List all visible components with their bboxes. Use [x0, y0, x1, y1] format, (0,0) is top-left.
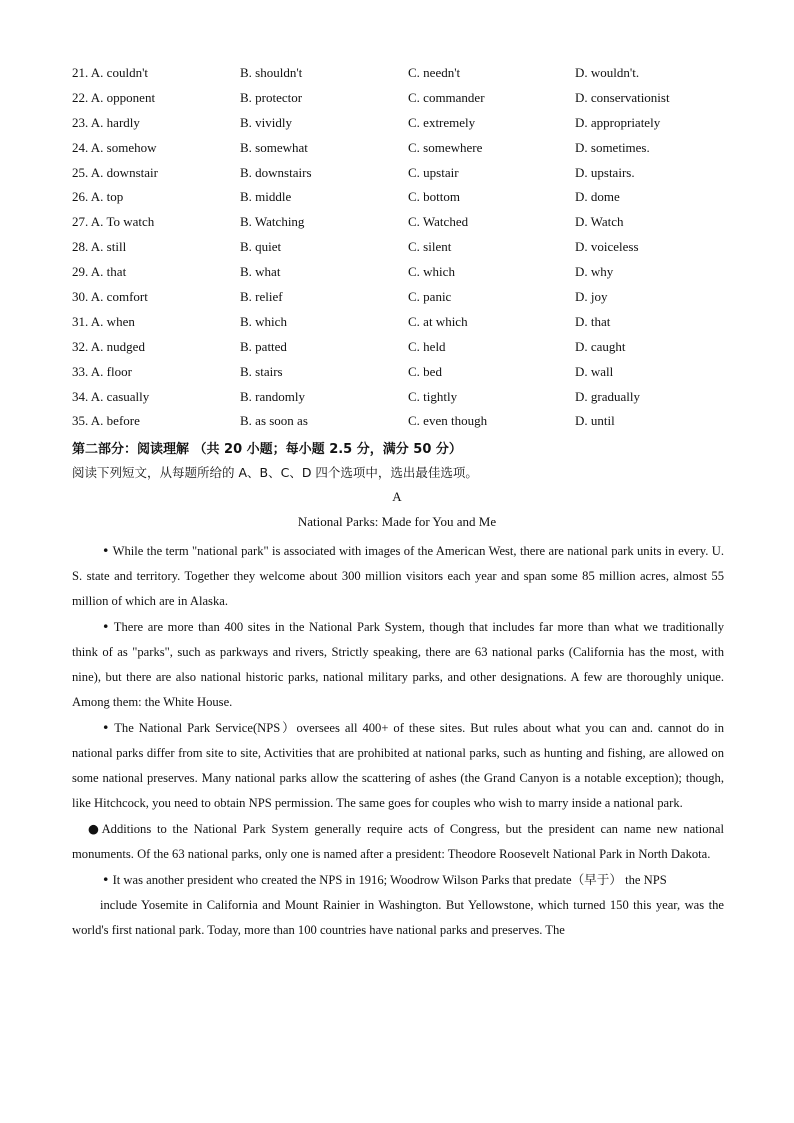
option-c: C. even though [408, 413, 488, 429]
question-number: 34. [72, 388, 89, 404]
question-number: 26. [72, 189, 89, 205]
option-text: A. couldn't [90, 65, 149, 80]
option-text: A. downstair [90, 164, 158, 180]
paragraph-6 [72, 893, 724, 943]
paragraph-text: There are more than 400 sites in the National Park System, though that includes far more than what we traditionally think of as "parks", such as parkways and rivers, Strictly speaking, there are 63 national parks (California has the most, with nine), but there are also national historic parks, national military parks, and other designations. A few are thoroughly unique. Among them: the White House. [72, 620, 725, 709]
paragraph-text: While the term "national park" is associated with images of the American West, there are national park units in every. U. S. state and territory. Together they welcome about 300 million visitors each year and span some 85 million acres, almost 55 million of which are in Alaska. [72, 544, 725, 608]
option-b: B. somewhat [240, 139, 308, 155]
option-d: D. until [575, 413, 615, 429]
option-b: B. quiet [240, 239, 282, 255]
question-number: 31. [72, 313, 89, 329]
bullet-icon: • [102, 872, 110, 887]
option-b: B. vividly [240, 114, 293, 130]
option-c: C. held [408, 338, 446, 354]
question-row [72, 89, 752, 114]
question-number: 23. [72, 114, 89, 130]
bullet-icon: • [102, 543, 110, 558]
option-text: A. casually [90, 388, 150, 404]
cloze-options-list [72, 64, 752, 437]
option-b: B. what [240, 264, 281, 280]
option-a [72, 363, 132, 381]
option-text: A. when [90, 313, 135, 329]
option-a [72, 388, 149, 406]
option-c: C. bed [408, 363, 442, 379]
option-c: C. bottom [408, 189, 461, 205]
question-number: 29. [72, 264, 89, 280]
option-c: C. needn't [408, 65, 461, 80]
question-number: 21. [72, 65, 89, 80]
option-b: B. stairs [240, 363, 283, 379]
option-text: A. floor [90, 363, 132, 379]
option-d: D. upstairs. [575, 164, 635, 180]
question-row [72, 313, 752, 338]
option-a [72, 89, 155, 107]
option-text: A. hardly [90, 114, 140, 130]
option-c: C. which [408, 264, 455, 280]
option-c: C. upstair [408, 164, 459, 180]
option-text: A. that [90, 264, 127, 280]
section-heading: 第二部分：阅读理解 （共 20 小题；每小题 2.5 分，满分 50 分） [72, 442, 462, 457]
option-a [72, 338, 145, 356]
paragraph-text: It was another president who created the NPS in 1916; Woodrow Wilson Parks that predate（早于） the NPS [112, 873, 667, 887]
option-d: D. wouldn't. [575, 65, 640, 80]
option-text: A. top [90, 189, 124, 205]
option-d: D. why [575, 264, 614, 280]
question-number: 32. [72, 338, 89, 354]
paragraph-5 [72, 867, 724, 893]
option-d: D. joy [575, 289, 608, 305]
option-c: C. commander [408, 89, 485, 105]
option-b: B. randomly [240, 388, 305, 404]
option-c: C. somewhere [408, 139, 483, 155]
option-a [72, 238, 126, 256]
option-b: B. as soon as [240, 413, 308, 429]
question-row [72, 338, 752, 363]
option-d: D. wall [575, 363, 614, 379]
option-c: C. panic [408, 289, 452, 305]
option-text: A. before [90, 413, 140, 429]
question-number: 28. [72, 239, 89, 255]
question-row [72, 114, 752, 139]
option-d: D. Watch [575, 214, 624, 230]
option-b: B. relief [240, 289, 283, 305]
bullet-icon: • [102, 619, 110, 634]
paragraph-1 [72, 538, 724, 614]
passage-title: National Parks: Made for You and Me [297, 514, 497, 529]
bullet-icon: • [102, 720, 110, 735]
question-number: 24. [72, 139, 89, 155]
option-text: A. nudged [90, 338, 145, 354]
option-a [72, 139, 157, 157]
paragraph-text: include Yosemite in California and Mount Rainier in Washington. But Yellowstone, which turned 150 this year, was the world's first national park. Today, more than 100 countries have national parks and preserves. The [72, 898, 724, 937]
question-row [72, 263, 752, 288]
option-text: A. somehow [90, 139, 157, 155]
option-b: B. protector [240, 89, 303, 105]
paragraph-3 [72, 715, 724, 816]
option-b: B. downstairs [240, 164, 312, 180]
option-a [72, 188, 123, 206]
question-number: 33. [72, 363, 89, 379]
option-a [72, 64, 148, 82]
question-number: 35. [72, 413, 89, 429]
option-c: C. tightly [408, 388, 458, 404]
section-instruction: 阅读下列短文，从每题所给的 A、B、C、D 四个选项中，选出最佳选项。 [72, 465, 478, 480]
option-c: C. at which [408, 313, 468, 329]
paragraph-2 [72, 614, 724, 715]
option-b: B. which [240, 313, 287, 329]
question-number: 22. [72, 89, 89, 105]
option-c: C. silent [408, 239, 452, 255]
question-number: 27. [72, 214, 89, 230]
option-text: A. To watch [90, 214, 155, 230]
option-d: D. voiceless [575, 239, 639, 255]
question-row [72, 412, 752, 437]
option-d: D. dome [575, 189, 620, 205]
option-text: A. still [90, 239, 127, 255]
option-c: C. Watched [408, 214, 469, 230]
option-d: D. that [575, 313, 611, 329]
option-a [72, 114, 140, 132]
option-c: C. extremely [408, 114, 476, 130]
option-b: B. middle [240, 189, 292, 205]
option-d: D. sometimes. [575, 139, 650, 155]
question-row [72, 213, 752, 238]
option-text: A. opponent [90, 89, 156, 105]
question-row [72, 288, 752, 313]
paragraph-text: The National Park Service(NPS）oversees all 400+ of these sites. But rules about what you can and. cannot do in national parks differ from site to site, Activities that are prohibited at national parks, such as hunting and fishing, are allowed on some national preserves. Many national parks allow the scattering of ashes (the Grand Canyon is a notable exception); though, like Hitchcock, you need to obtain NPS permission. The same goes for couples who wish to marry inside a national park. [72, 721, 724, 810]
question-row [72, 139, 752, 164]
option-a [72, 412, 140, 430]
option-b: B. Watching [240, 214, 305, 230]
option-d: D. caught [575, 338, 626, 354]
filled-circle-bullet-icon: ● [88, 821, 102, 836]
paragraph-4 [72, 816, 724, 867]
question-row [72, 238, 752, 263]
question-row [72, 363, 752, 388]
option-b: B. shouldn't [240, 65, 303, 80]
question-row [72, 388, 752, 413]
option-b: B. patted [240, 338, 287, 354]
option-d: D. gradually [575, 388, 640, 404]
question-row [72, 64, 752, 89]
option-a [72, 313, 135, 331]
passage-body [72, 538, 724, 943]
question-number: 30. [72, 289, 89, 305]
question-row [72, 164, 752, 189]
option-d: D. conservationist [575, 89, 670, 105]
question-number: 25. [72, 164, 89, 180]
option-d: D. appropriately [575, 114, 661, 130]
option-a [72, 263, 126, 281]
passage-letter: A [392, 489, 402, 504]
option-a [72, 213, 154, 231]
paragraph-text: Additions to the National Park System generally require acts of Congress, but the president can name new national monuments. Of the 63 national parks, only one is named after a president: Theodore Roosevelt National Park in North Dakota. [72, 822, 724, 861]
option-a [72, 164, 158, 182]
option-a [72, 288, 148, 306]
question-row [72, 188, 752, 213]
option-text: A. comfort [90, 289, 148, 305]
